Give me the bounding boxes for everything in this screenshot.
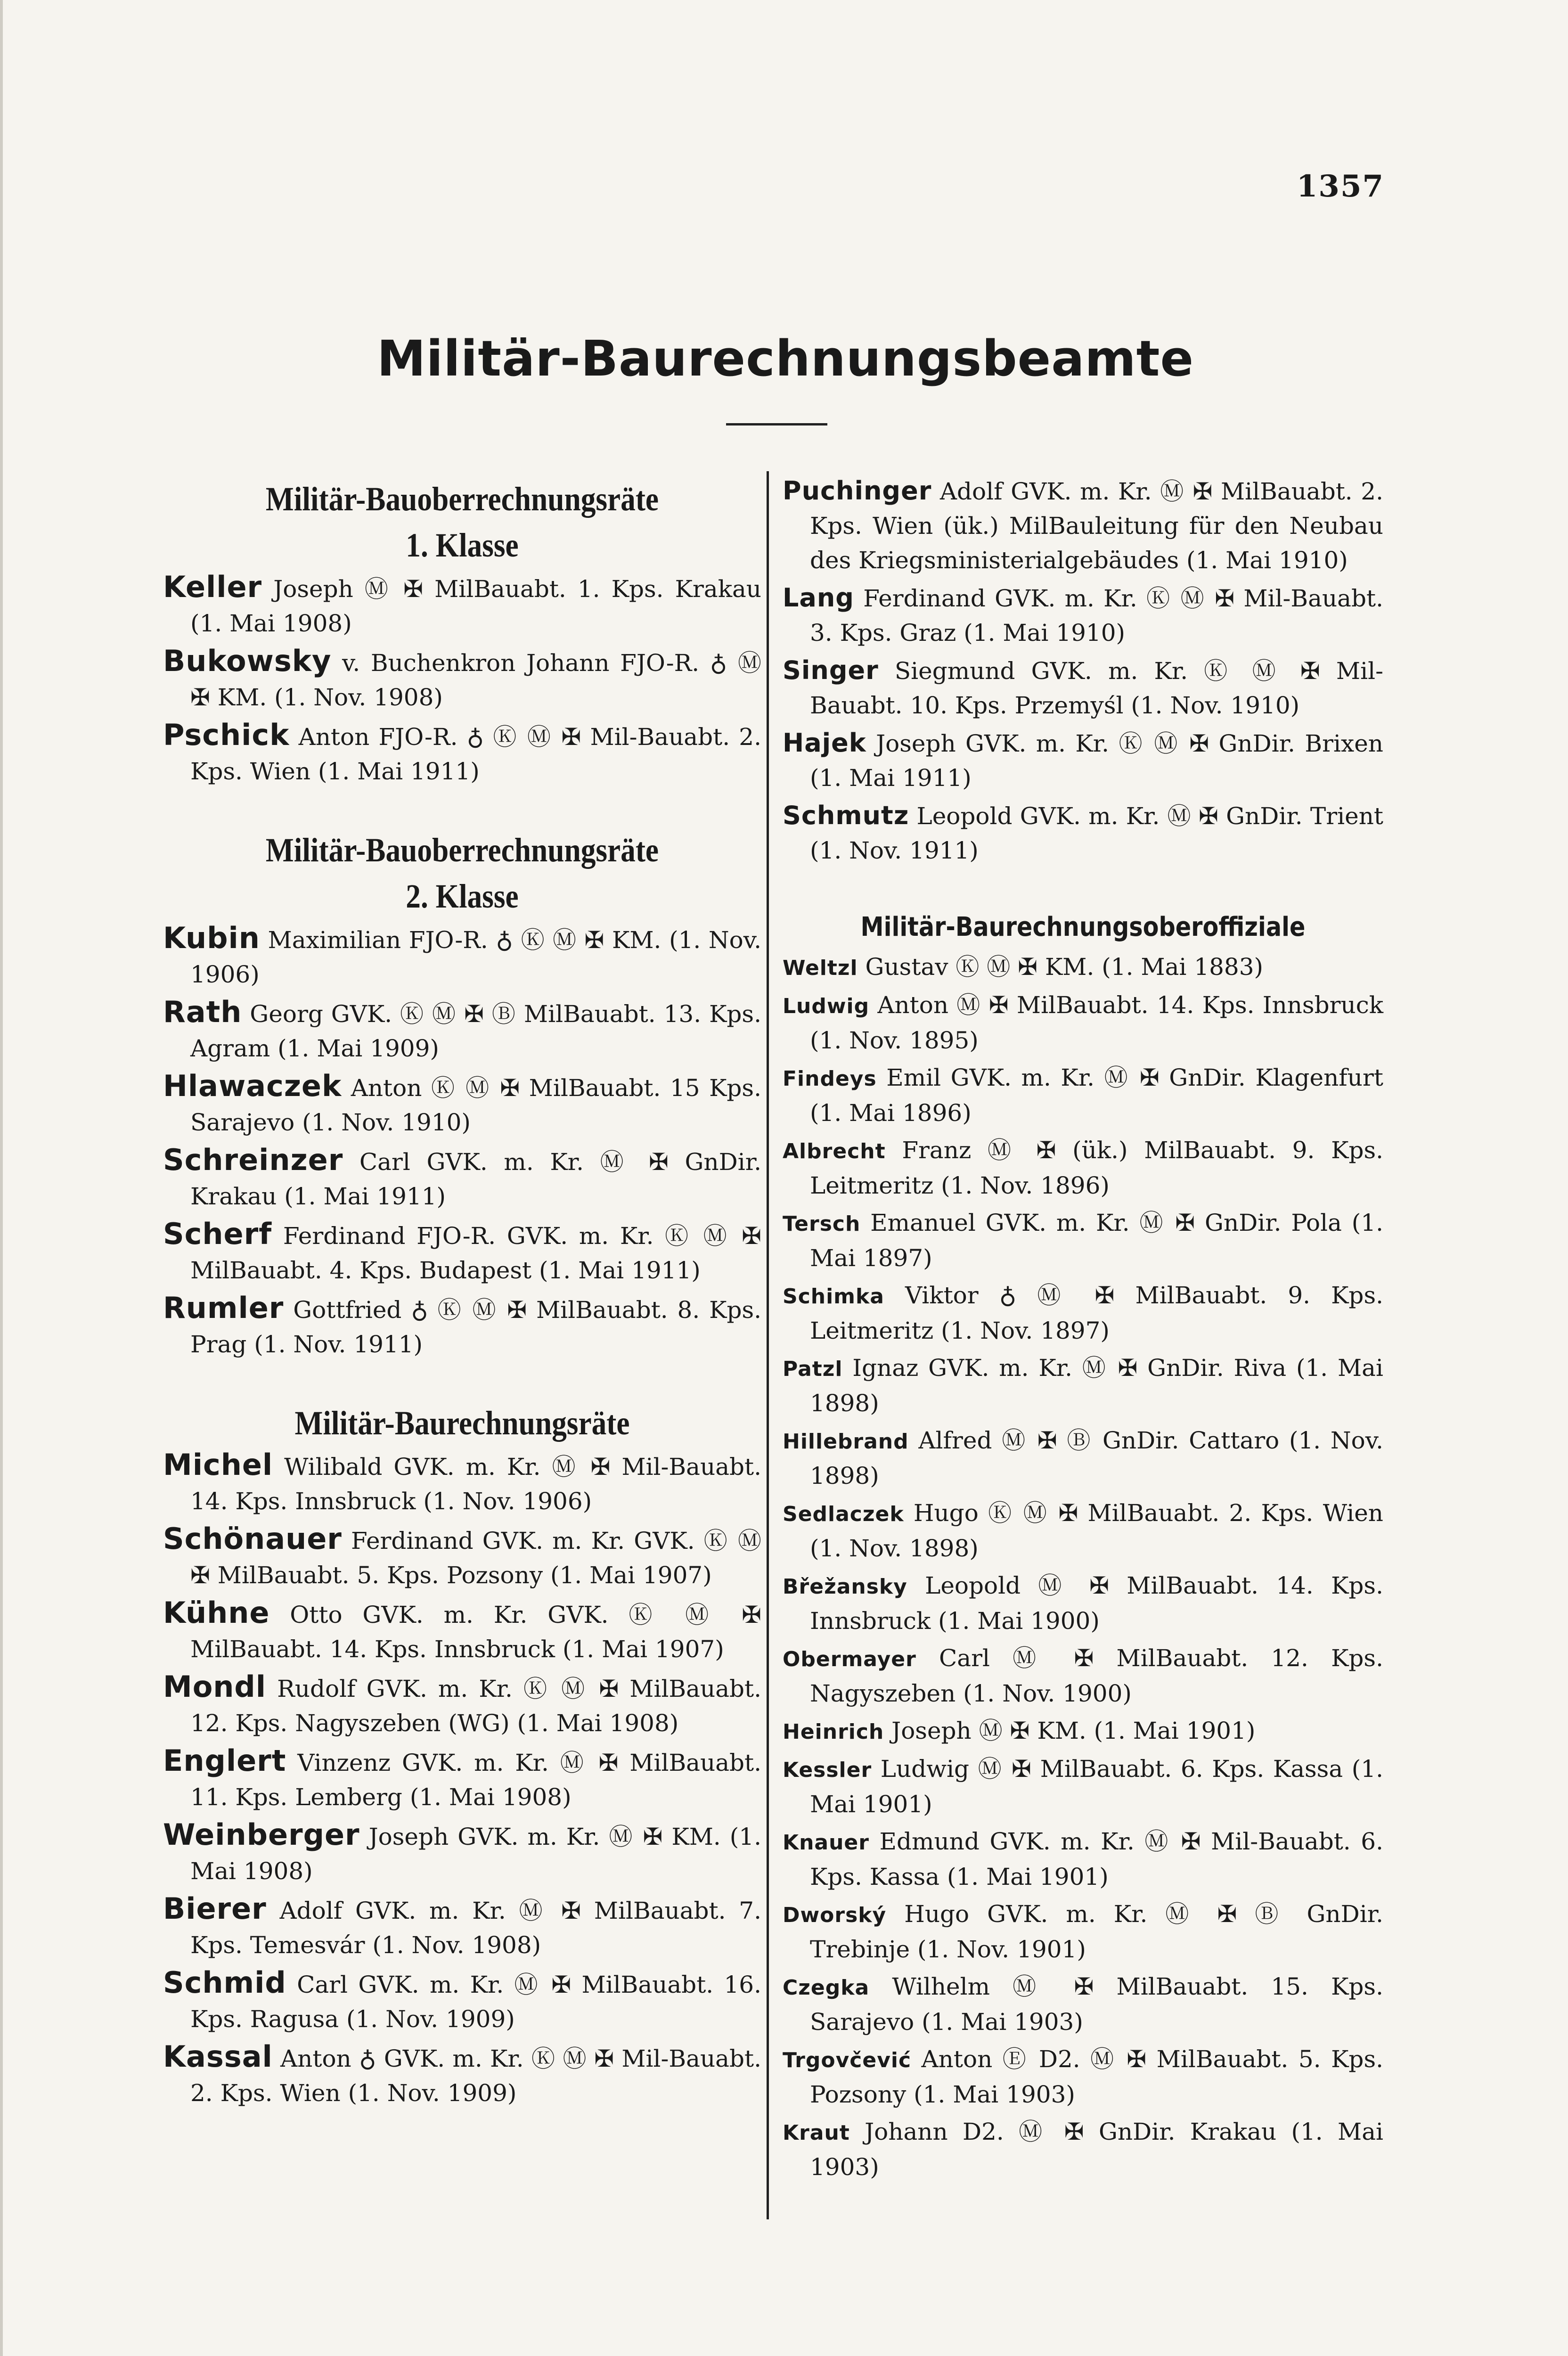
official-entry [783,1714,1383,1749]
section-heading: 1. Klasse [406,526,519,564]
official-details: Hugo GVK. m. Kr. Ⓜ ✠ Ⓑ GnDir. Trebinje (1. Nov. 1901) [810,1900,1383,1963]
official-details: Adolf GVK. m. Kr. Ⓜ ✠ MilBauabt. 2. Kps. Wien (ük.) MilBauleitung für den Neubau des Kriegsministerialgebäudes (1. Mai 1910) [810,478,1383,574]
official-details: Joseph GVK. m. Kr. Ⓜ ✠ KM. (1. Mai 1908) [190,1823,761,1885]
official-surname: Kraut [783,2121,850,2145]
official-entry [163,1817,761,1889]
official-entry [783,2115,1383,2184]
official-details: Viktor ♁ Ⓜ ✠ MilBauabt. 9. Kps. Leitmeritz (1. Nov. 1897) [810,1282,1383,1344]
official-surname: Schreinzer [163,1143,343,1177]
official-details: Rudolf GVK. m. Kr. Ⓚ Ⓜ ✠ MilBauabt. 12. Kps. Nagyszeben (WG) (1. Mai 1908) [190,1675,761,1737]
official-surname: Dworský [783,1903,887,1927]
official-entry [783,653,1383,723]
official-entry [163,1743,761,1815]
official-surname: Kassal [163,2039,273,2074]
official-details: Anton Ⓜ ✠ MilBauabt. 14. Kps. Innsbruck (1. Nov. 1895) [810,991,1383,1054]
column-divider [767,471,769,2219]
official-surname: Heinrich [783,1720,884,1744]
official-details: Alfred Ⓜ ✠ Ⓑ GnDir. Cattaro (1. Nov. 1898) [810,1427,1383,1489]
official-entry [783,798,1383,868]
official-details: Gottfried ♁ Ⓚ Ⓜ ✠ MilBauabt. 8. Kps. Prag (1. Nov. 1911) [190,1296,761,1358]
official-details: Wilhelm Ⓜ ✠ MilBauabt. 15. Kps. Sarajevo (1. Mai 1903) [810,1973,1383,2036]
official-entry [783,1351,1383,1421]
official-details: Joseph Ⓜ ✠ MilBauabt. 1. Kps. Krakau (1. Mai 1908) [190,575,761,637]
official-details: Georg GVK. Ⓚ Ⓜ ✠ Ⓑ MilBauabt. 13. Kps. Agram (1. Mai 1909) [190,1000,761,1062]
official-surname: Englert [163,1743,286,1778]
official-details: Leopold Ⓜ ✠ MilBauabt. 14. Kps. Innsbruck (1. Mai 1900) [810,1572,1383,1635]
official-entry [163,1217,761,1288]
section-heading: Militär-Bauoberrechnungsräte [265,831,659,869]
official-entry [163,1965,761,2037]
official-details: v. Buchenkron Johann FJO-R. ♁ Ⓜ ✠ KM. (1. Nov. 1908) [190,649,761,711]
section-gap [163,1365,761,1398]
official-entry [783,581,1383,650]
official-details: Gustav Ⓚ Ⓜ ✠ KM. (1. Mai 1883) [858,953,1264,981]
official-entry [163,1448,761,1519]
official-details: Carl Ⓜ ✠ MilBauabt. 12. Kps. Nagyszeben (1. Nov. 1900) [810,1644,1383,1707]
official-surname: Břežansky [783,1575,907,1599]
official-entry [783,1641,1383,1711]
official-entry [783,1569,1383,1638]
official-details: Otto GVK. m. Kr. GVK. Ⓚ Ⓜ ✠ MilBauabt. 14. Kps. Innsbruck (1. Mai 1907) [190,1601,761,1663]
title-rule [726,423,827,425]
official-details: Ferdinand GVK. m. Kr. Ⓚ Ⓜ ✠ Mil-Bauabt. 3. Kps. Graz (1. Mai 1910) [810,585,1383,646]
official-entry [783,1824,1383,1894]
official-entry [783,1752,1383,1822]
official-details: Ferdinand FJO-R. GVK. m. Kr. Ⓚ Ⓜ ✠ MilBauabt. 4. Kps. Budapest (1. Mai 1911) [190,1222,761,1284]
official-details: Emanuel GVK. m. Kr. Ⓜ ✠ GnDir. Pola (1. Mai 1897) [810,1209,1383,1272]
official-surname: Schmutz [783,801,909,830]
official-surname: Obermayer [783,1647,916,1671]
official-surname: Scherf [163,1217,272,1251]
official-entry [783,1496,1383,1566]
official-surname: Patzl [783,1357,843,1381]
official-surname: Schmid [163,1965,286,2000]
section-gap [783,871,1383,904]
official-details: Carl GVK. m. Kr. Ⓜ ✠ MilBauabt. 16. Kps. Ragusa (1. Nov. 1909) [190,1971,761,2033]
official-details: Vinzenz GVK. m. Kr. Ⓜ ✠ MilBauabt. 11. Kps. Lemberg (1. Mai 1908) [190,1749,761,1811]
official-details: Ignaz GVK. m. Kr. Ⓜ ✠ GnDir. Riva (1. Mai 1898) [810,1354,1383,1417]
official-surname: Mondl [163,1669,267,1704]
official-entry [163,921,761,992]
official-entry [783,1133,1383,1203]
official-surname: Schönauer [163,1522,342,1556]
official-details: Wilibald GVK. m. Kr. Ⓜ ✠ Mil-Bauabt. 14. Kps. Innsbruck (1. Nov. 1906) [190,1453,761,1515]
section-heading: Militär-Baurechnungsräte [294,1404,630,1442]
official-entry [163,1669,761,1741]
official-details: Anton Ⓔ D2. Ⓜ ✠ MilBauabt. 5. Kps. Pozsony (1. Mai 1903) [810,2045,1383,2108]
official-entry [783,988,1383,1058]
official-entry [783,1278,1383,1348]
official-details: Carl GVK. m. Kr. Ⓜ ✠ GnDir. Krakau (1. Mai 1911) [190,1148,761,1210]
section-heading: Militär-Baurechnungsoberoffiziale [860,912,1306,942]
official-details: Ferdinand GVK. m. Kr. GVK. Ⓚ Ⓜ ✠ MilBauabt. 5. Kps. Pozsony (1. Mai 1907) [190,1527,761,1589]
official-surname: Bierer [163,1891,267,1926]
official-details: Ludwig Ⓜ ✠ MilBauabt. 6. Kps. Kassa (1. Mai 1901) [810,1755,1383,1818]
right-column [783,474,1383,2187]
official-details: Anton Ⓚ Ⓜ ✠ MilBauabt. 15 Kps. Sarajevo (1. Nov. 1910) [190,1074,761,1136]
official-details: Anton FJO-R. ♁ Ⓚ Ⓜ ✠ Mil-Bauabt. 2. Kps. Wien (1. Mai 1911) [190,723,761,785]
official-surname: Hillebrand [783,1430,909,1454]
official-surname: Rumler [163,1291,284,1325]
official-entry [783,1061,1383,1130]
official-surname: Kessler [783,1758,872,1782]
page-title: Militär-Baurechnungsbeamte [376,330,1194,387]
official-surname: Keller [163,570,262,604]
official-surname: Trgovčević [783,2048,912,2072]
official-details: Adolf GVK. m. Kr. Ⓜ ✠ MilBauabt. 7. Kps. Temesvár (1. Nov. 1908) [190,1897,761,1959]
official-surname: Ludwig [783,994,870,1018]
official-surname: Singer [783,655,879,685]
section-heading: 2. Klasse [406,877,519,915]
official-surname: Bukowsky [163,644,332,678]
official-surname: Pschick [163,718,290,752]
page-number: 1357 [1296,169,1384,204]
official-surname: Schimka [783,1284,884,1309]
section-gap [163,792,761,825]
official-details: Hugo Ⓚ Ⓜ ✠ MilBauabt. 2. Kps. Wien (1. Nov. 1898) [810,1499,1383,1562]
official-surname: Michel [163,1448,273,1482]
official-surname: Hajek [783,728,866,758]
official-entry [783,1970,1383,2039]
official-surname: Findeys [783,1067,877,1091]
official-surname: Puchinger [783,476,932,506]
official-entry [163,1522,761,1593]
official-surname: Kubin [163,921,260,955]
official-details: Emil GVK. m. Kr. Ⓜ ✠ GnDir. Klagenfurt (1. Mai 1896) [810,1064,1383,1127]
official-surname: Weinberger [163,1817,360,1852]
official-entry [163,718,761,789]
official-surname: Kühne [163,1595,270,1630]
official-surname: Sedlaczek [783,1502,904,1526]
official-entry [163,1069,761,1140]
official-entry [163,570,761,641]
official-entry [783,2042,1383,2112]
official-entry [783,950,1383,985]
official-details: Johann D2. Ⓜ ✠ GnDir. Krakau (1. Mai 1903) [810,2118,1383,2181]
official-surname: Tersch [783,1212,861,1236]
official-details: Maximilian FJO-R. ♁ Ⓚ Ⓜ ✠ KM. (1. Nov. 1906) [190,926,761,988]
official-entry [783,1897,1383,1967]
official-entry [783,1206,1383,1276]
official-surname: Czegka [783,1976,870,2000]
official-details: Joseph Ⓜ ✠ KM. (1. Mai 1901) [884,1717,1256,1744]
official-details: Leopold GVK. m. Kr. Ⓜ ✠ GnDir. Trient (1. Nov. 1911) [810,802,1383,864]
section-heading: Militär-Bauoberrechnungsräte [265,480,659,518]
official-entry [783,1423,1383,1493]
official-surname: Lang [783,583,854,613]
official-entry [163,995,761,1066]
official-surname: Knauer [783,1831,869,1855]
official-details: Anton ♁ GVK. m. Kr. Ⓚ Ⓜ ✠ Mil-Bauabt. 2. Kps. Wien (1. Nov. 1909) [190,2045,761,2107]
left-column [163,474,761,2113]
official-surname: Hlawaczek [163,1069,342,1103]
official-entry [163,2039,761,2111]
official-surname: Albrecht [783,1139,886,1163]
official-entry [783,726,1383,795]
official-entry [163,1143,761,1214]
official-details: Edmund GVK. m. Kr. Ⓜ ✠ Mil-Bauabt. 6. Kps. Kassa (1. Mai 1901) [810,1828,1383,1890]
official-entry [163,644,761,715]
official-entry [163,1891,761,1963]
official-details: Siegmund GVK. m. Kr. Ⓚ Ⓜ ✠ Mil-Bauabt. 10. Kps. Przemyśl (1. Nov. 1910) [810,657,1383,719]
official-entry [163,1595,761,1667]
official-details: Joseph GVK. m. Kr. Ⓚ Ⓜ ✠ GnDir. Brixen (1. Mai 1911) [810,730,1383,792]
official-surname: Rath [163,995,242,1029]
official-entry [163,1291,761,1362]
official-surname: Weltzl [783,956,858,980]
official-details: Franz Ⓜ ✠ (ük.) MilBauabt. 9. Kps. Leitmeritz (1. Nov. 1896) [810,1137,1383,1199]
official-entry [783,474,1383,578]
